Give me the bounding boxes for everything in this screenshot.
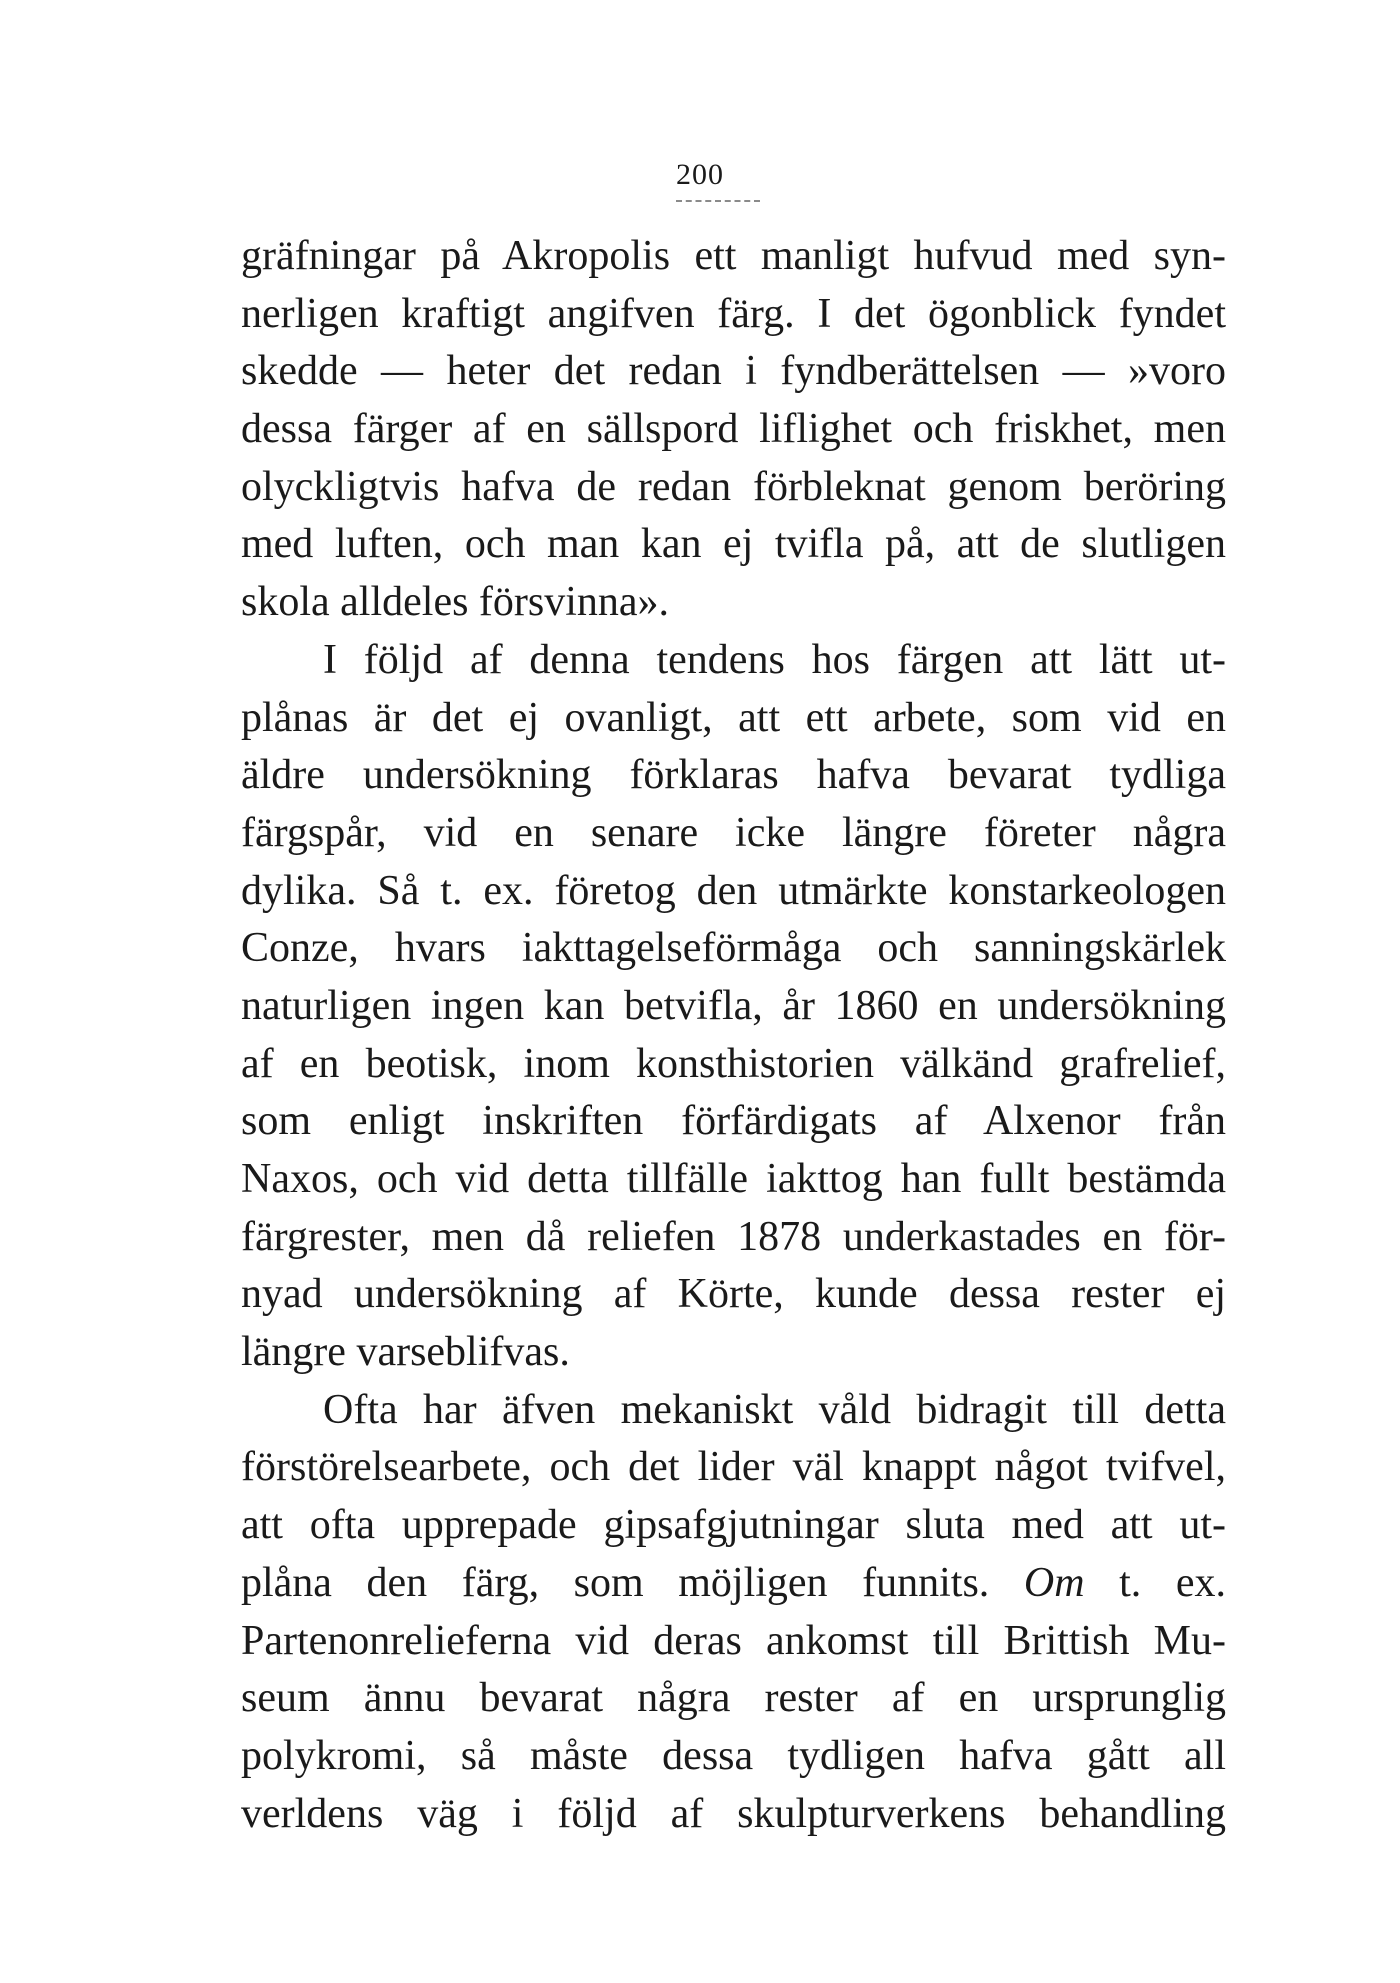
text-line: olyckligtvis hafva de redan förbleknat genom beröring (241, 463, 1226, 510)
page-number-underline (676, 200, 760, 202)
page-number: 200 (676, 158, 724, 191)
text-line: nyad undersökning af Körte, kunde dessa rester ej (241, 1271, 1226, 1318)
text-fragment: plåna den färg, som möjligen funnits. (241, 1559, 1024, 1606)
paragraph-start-line: Ofta har äfven mekaniskt våld bidragit till detta (323, 1386, 1226, 1433)
text-line: att ofta upprepade gipsafgjutningar sluta med att ut- (241, 1502, 1226, 1549)
text-line: Partenonrelieferna vid deras ankomst till Brittish Mu- (241, 1617, 1226, 1664)
text-line: gräfningar på Akropolis ett manligt hufvud med syn- (241, 233, 1226, 279)
text-line: med luften, och man kan ej tvifla på, att de slutligen (241, 521, 1226, 568)
text-line: naturligen ingen kan betvifla, år 1860 en undersökning (241, 982, 1226, 1029)
text-line: dessa färger af en sällspord liflighet och friskhet, men (241, 406, 1226, 453)
text-line: polykromi, så måste dessa tydligen hafva gått all (241, 1732, 1226, 1779)
italic-word: Om (1023, 1559, 1085, 1606)
text-line: af en beotisk, inom konsthistorien välkänd grafrelief, (241, 1040, 1226, 1087)
text-line: äldre undersökning förklaras hafva bevarat tydliga (241, 752, 1226, 799)
text-line: som enligt inskriften förfärdigats af Alxenor från (241, 1098, 1226, 1145)
text-line: skola alldeles försvinna». (241, 579, 670, 626)
body-text (241, 228, 1226, 1843)
text-line: skedde — heter det redan i fyndberättelsen — »voro (241, 348, 1226, 395)
text-line: färgspår, vid en senare icke längre företer några (241, 809, 1226, 856)
text-line: verldens väg i följd af skulpturverkens behandling (241, 1790, 1226, 1837)
text-line: längre varseblifvas. (241, 1329, 570, 1376)
text-line: färgrester, men då reliefen 1878 underkastades en för- (241, 1213, 1226, 1260)
text-line: Naxos, och vid detta tillfälle iakttog han fullt bestämda (241, 1156, 1226, 1202)
text-line: plånas är det ej ovanligt, att ett arbete, som vid en (241, 694, 1226, 741)
text-line: förstörelsearbete, och det lider väl knappt något tvifvel, (241, 1444, 1226, 1491)
text-line (241, 1555, 1226, 1613)
text-fragment: t. ex. (1084, 1559, 1226, 1606)
text-line: seum ännu bevarat några rester af en ursprunglig (241, 1675, 1226, 1722)
text-line: nerligen kraftigt angifven färg. I det ögonblick fyndet (241, 290, 1226, 337)
text-line: Conze, hvars iakttagelseförmåga och sanningskärlek (241, 925, 1226, 972)
text-line: dylika. Så t. ex. företog den utmärkte konstarkeologen (241, 867, 1226, 914)
paragraph-start-line: I följd af denna tendens hos färgen att lätt ut- (323, 636, 1226, 683)
